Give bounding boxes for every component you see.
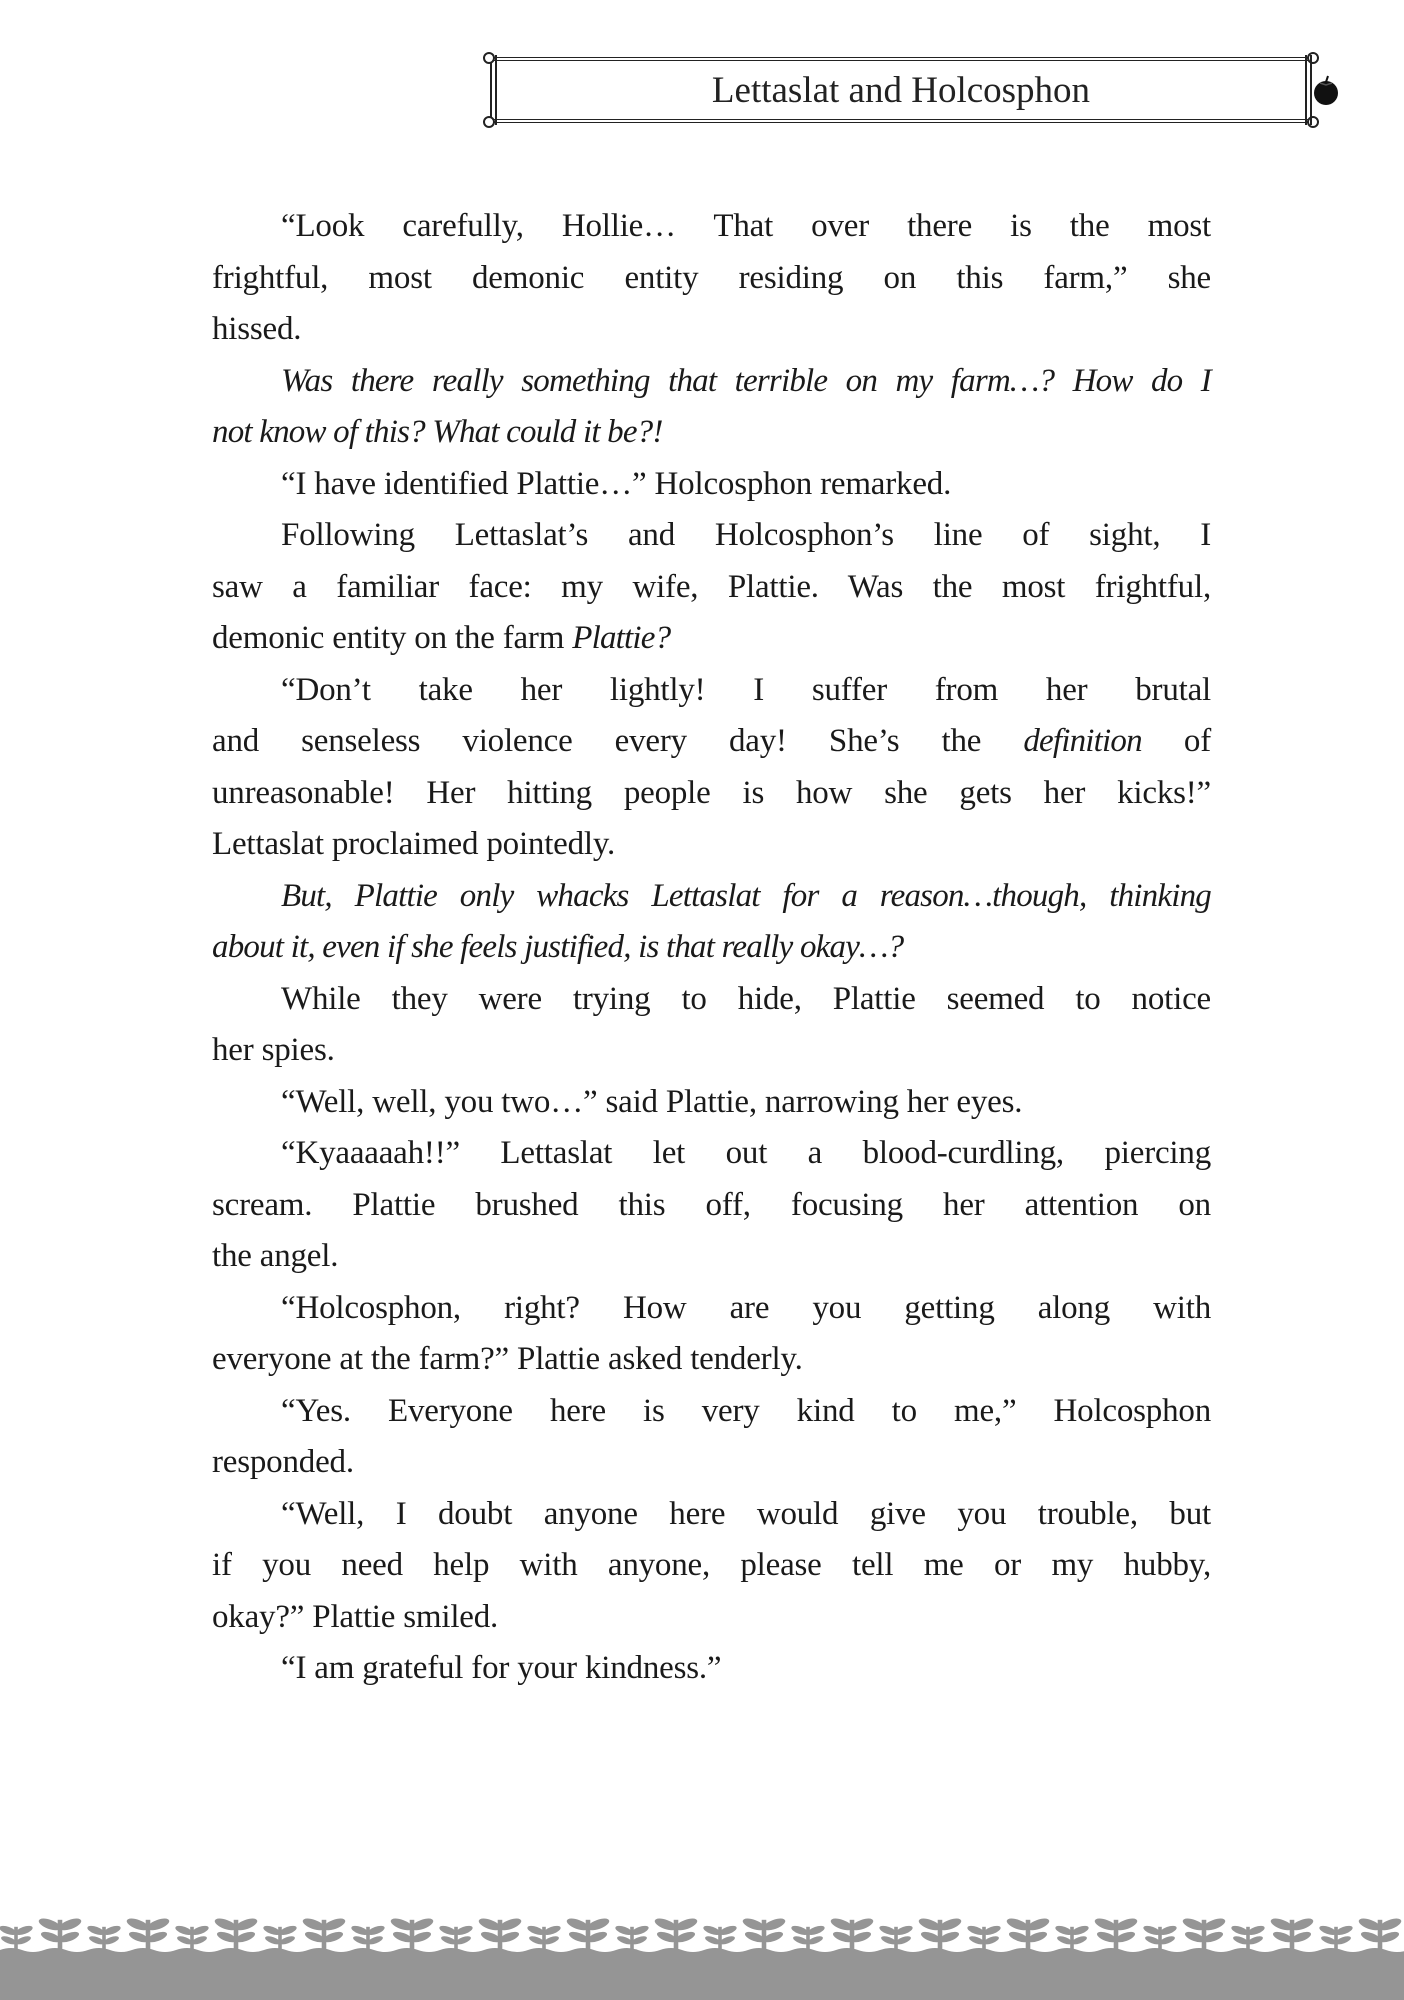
text-run: if you need help with anyone, please tell me or my hubby, <box>212 1547 1211 1583</box>
paragraph <box>212 871 1211 974</box>
sprout-icon <box>702 1924 738 1952</box>
sprout-icon <box>614 1924 650 1952</box>
sprout-icon <box>389 1916 434 1952</box>
paragraph <box>212 510 1211 665</box>
sprout-icon <box>1269 1916 1314 1952</box>
sprout-icon <box>526 1924 562 1952</box>
text-run: of <box>1141 723 1211 759</box>
sprout-icon <box>653 1916 698 1952</box>
text-run: her spies. <box>212 1032 335 1068</box>
sprout-icon <box>878 1924 914 1952</box>
paragraph <box>212 1643 1211 1695</box>
text-run: “I am grateful for your kindness.” <box>281 1650 722 1686</box>
text-run: scream. Plattie brushed this off, focusing her attention on <box>212 1186 1211 1223</box>
sprout-icon <box>125 1916 170 1952</box>
text-line <box>212 974 1211 1026</box>
footer-band <box>0 1948 1404 2000</box>
text-run: demonic entity on the farm <box>212 620 573 656</box>
running-header <box>492 57 1310 123</box>
text-line <box>212 613 1211 665</box>
text-run: and senseless violence every day! She’s the <box>212 723 1024 759</box>
sprout-icon <box>37 1916 82 1952</box>
paragraph <box>212 1077 1211 1129</box>
text-line <box>212 1128 1211 1180</box>
sprout-icon <box>1230 1924 1266 1952</box>
tomato-icon <box>1310 74 1342 106</box>
text-run: unreasonable! Her hitting people is how she gets her kicks!” <box>212 774 1211 811</box>
text-line <box>212 201 1211 253</box>
italic-text: Was there really something that terrible on my farm…? How do I <box>281 362 1211 399</box>
text-line <box>212 1077 1211 1129</box>
sprout-icon <box>350 1924 386 1952</box>
text-run: “Yes. Everyone here is very kind to me,” Holcosphon <box>281 1392 1211 1429</box>
italic-text: about it, even if she feels justified, is that really okay…? <box>212 929 904 965</box>
text-run: “Don’t take her lightly! I suffer from her brutal <box>281 671 1211 708</box>
sprout-icon <box>1142 1924 1178 1952</box>
paragraph <box>212 356 1211 459</box>
text-run: “Look carefully, Hollie… That over there is the most <box>281 208 1211 244</box>
paragraph <box>212 201 1211 356</box>
sprout-icon <box>1093 1916 1138 1952</box>
sprout-icon <box>966 1924 1002 1952</box>
text-line <box>212 562 1211 614</box>
sprout-icon <box>829 1916 874 1952</box>
italic-text: not know of this? What could it be?! <box>212 414 663 450</box>
text-run: responded. <box>212 1444 354 1480</box>
paragraph <box>212 1283 1211 1386</box>
text-run: okay?” Plattie smiled. <box>212 1598 499 1635</box>
sprout-icon <box>213 1916 258 1952</box>
text-line <box>212 1283 1211 1335</box>
text-line <box>212 1025 1211 1077</box>
sprout-icon <box>1318 1924 1354 1952</box>
paragraph <box>212 459 1211 511</box>
text-run: the angel. <box>212 1238 339 1274</box>
text-line <box>212 871 1211 923</box>
text-line <box>212 716 1211 768</box>
scroll-ornament <box>483 116 495 128</box>
sprout-icon <box>262 1924 298 1952</box>
scroll-ornament <box>1307 116 1319 128</box>
text-line <box>212 510 1211 562</box>
text-line <box>212 768 1211 820</box>
sprout-icon <box>741 1916 786 1952</box>
sprout-icon <box>917 1916 962 1952</box>
text-line <box>212 1592 1211 1644</box>
text-line <box>212 459 1211 511</box>
sprout-icon <box>1357 1916 1402 1952</box>
sprout-icon <box>0 1924 34 1952</box>
paragraph <box>212 1489 1211 1644</box>
scroll-ornament <box>483 52 495 64</box>
text-line <box>212 1180 1211 1232</box>
paragraph <box>212 665 1211 871</box>
sprout-icon <box>1054 1924 1090 1952</box>
text-line <box>212 1643 1211 1695</box>
text-line <box>212 665 1211 717</box>
text-run: “Well, I doubt anyone here would give you trouble, but <box>281 1495 1211 1532</box>
body-text <box>212 201 1211 1695</box>
text-line <box>212 1437 1211 1489</box>
text-line <box>212 253 1211 305</box>
sprout-icon <box>1005 1916 1050 1952</box>
chapter-title: Lettaslat and Holcosphon <box>711 70 1091 111</box>
italic-text: Plattie? <box>572 620 671 656</box>
text-run: frightful, most demonic entity residing on this farm,” she <box>212 259 1211 296</box>
italic-text: But, Plattie only whacks Lettaslat for a reason…though, thinking <box>281 877 1211 914</box>
text-line <box>212 1540 1211 1592</box>
italic-text: definition <box>1023 723 1142 759</box>
text-run: “I have identified Plattie…” Holcosphon remarked. <box>281 465 952 502</box>
text-run: hissed. <box>212 311 302 347</box>
text-run: Lettaslat proclaimed pointedly. <box>212 826 616 862</box>
sprout-icon <box>301 1916 346 1952</box>
sprout-icon <box>86 1924 122 1952</box>
sprout-icon <box>174 1924 210 1952</box>
sprout-icon <box>565 1916 610 1952</box>
sprout-icon <box>1181 1916 1226 1952</box>
text-line <box>212 407 1211 459</box>
paragraph <box>212 1386 1211 1489</box>
sprout-icon <box>790 1924 826 1952</box>
text-line <box>212 1489 1211 1541</box>
paragraph <box>212 974 1211 1077</box>
text-run: everyone at the farm?” Plattie asked tenderly. <box>212 1341 803 1377</box>
text-run: Following Lettaslat’s and Holcosphon’s line of sight, I <box>281 517 1211 553</box>
scroll-ornament <box>1307 52 1319 64</box>
text-line <box>212 819 1211 871</box>
text-run: saw a familiar face: my wife, Plattie. Was the most frightful, <box>212 568 1211 605</box>
text-line <box>212 304 1211 356</box>
text-line <box>212 1231 1211 1283</box>
text-line <box>212 1334 1211 1386</box>
sprout-icon <box>477 1916 522 1952</box>
text-run: “Holcosphon, right? How are you getting along with <box>281 1289 1211 1326</box>
text-run: While they were trying to hide, Plattie seemed to notice <box>281 980 1211 1017</box>
text-line <box>212 922 1211 974</box>
text-line <box>212 1386 1211 1438</box>
sprout-icon <box>438 1924 474 1952</box>
text-run: “Kyaaaaah!!” Lettaslat let out a blood-curdling, piercing <box>281 1135 1211 1171</box>
paragraph <box>212 1128 1211 1283</box>
text-run: “Well, well, you two…” said Plattie, narrowing her eyes. <box>281 1083 1023 1120</box>
sprout-footer-border <box>0 1900 1404 2000</box>
text-line <box>212 356 1211 408</box>
